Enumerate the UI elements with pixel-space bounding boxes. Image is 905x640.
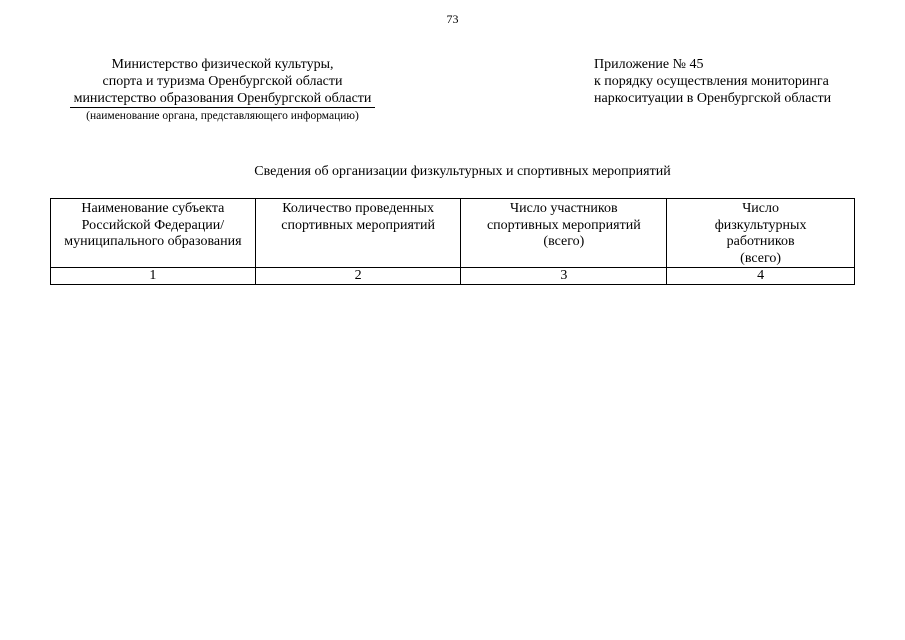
appendix-block (594, 56, 894, 107)
appendix-line-1: Приложение № 45 (594, 57, 704, 72)
organization-line-1: Министерство физической культуры, (111, 57, 334, 72)
table-header-row (51, 199, 855, 268)
document-title: Сведения об организации физкультурных и спортивных мероприятий (254, 164, 671, 179)
table-header-cell: Наименование субъекта Российской Федерации/ муниципального образования (51, 199, 256, 268)
table-number-cell: 2 (255, 268, 461, 285)
table-header-cell: Количество проведенных спортивных мероприятий (255, 199, 461, 268)
table-number-cell: 3 (461, 268, 667, 285)
table-header-cell: Число физкультурных работников (всего) (667, 199, 855, 268)
organization-caption: (наименование органа, представляющего информацию) (86, 110, 359, 122)
appendix-line-3: наркоситуации в Оренбургской области (594, 91, 832, 106)
organization-block (50, 56, 395, 123)
organization-line-2: спорта и туризма Оренбургской области (102, 74, 343, 89)
page-number: 73 (446, 12, 459, 26)
organization-line-3: министерство образования Оренбургской области (70, 91, 376, 108)
table-number-row (51, 268, 855, 285)
table-number-cell: 1 (51, 268, 256, 285)
table-number-cell: 4 (667, 268, 855, 285)
table-header-cell: Число участников спортивных мероприятий (всего) (461, 199, 667, 268)
data-table (50, 198, 855, 285)
appendix-line-2: к порядку осуществления мониторинга (594, 74, 829, 89)
